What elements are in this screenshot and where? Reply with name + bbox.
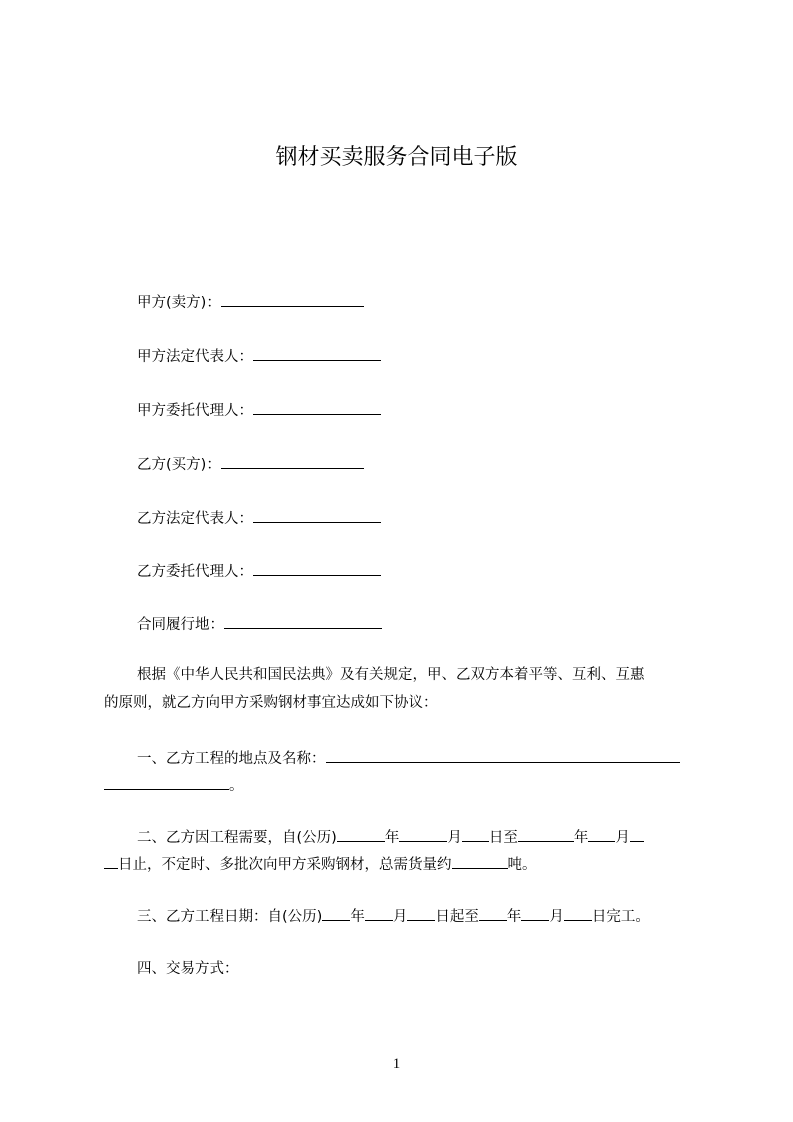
blank bbox=[452, 854, 508, 869]
field-buyer-agent bbox=[137, 561, 381, 581]
clause-1-cont bbox=[104, 775, 244, 795]
field-label: 乙方法定代表人： bbox=[137, 511, 253, 527]
blank bbox=[104, 775, 229, 790]
clause-text: 年 bbox=[384, 830, 400, 846]
clause-2-cont bbox=[104, 854, 537, 874]
field-label: 乙方(买方)： bbox=[137, 457, 221, 473]
blank bbox=[521, 906, 549, 921]
blank bbox=[564, 906, 592, 921]
field-seller-agent bbox=[137, 400, 381, 420]
blank bbox=[462, 827, 489, 842]
blank bbox=[224, 614, 382, 629]
clause-text: 一、乙方工程的地点及名称： bbox=[137, 751, 326, 767]
blank bbox=[518, 827, 574, 842]
clause-text: 月 bbox=[392, 909, 408, 925]
clause-text: 日至 bbox=[488, 830, 518, 846]
blank bbox=[322, 906, 350, 921]
field-label: 甲方委托代理人： bbox=[137, 403, 253, 419]
blank bbox=[630, 827, 644, 842]
blank bbox=[326, 748, 680, 763]
clause-text: 日止，不定时、多批次向甲方采购钢材，总需货量约 bbox=[118, 857, 452, 873]
clause-text: 日起至 bbox=[435, 909, 479, 925]
clause-text: 吨。 bbox=[507, 857, 537, 873]
field-label: 甲方(卖方)： bbox=[137, 295, 221, 311]
field-place bbox=[137, 614, 382, 634]
blank bbox=[479, 906, 507, 921]
blank bbox=[253, 400, 381, 415]
clause-4: 四、交易方式： bbox=[137, 961, 239, 977]
clause-text: 二、乙方因工程需要，自(公历) bbox=[137, 830, 337, 846]
clause-text: 日完工。 bbox=[591, 909, 650, 925]
clause-text: 年 bbox=[573, 830, 589, 846]
blank bbox=[407, 906, 435, 921]
field-seller bbox=[137, 292, 364, 312]
clause-3 bbox=[137, 906, 650, 926]
blank bbox=[365, 906, 393, 921]
blank bbox=[337, 827, 385, 842]
clause-text: 年 bbox=[506, 909, 522, 925]
field-label: 合同履行地： bbox=[137, 617, 224, 633]
clause-text: 三、乙方工程日期：自(公历) bbox=[137, 909, 323, 925]
blank bbox=[221, 454, 364, 469]
blank bbox=[253, 561, 381, 576]
clause-text: 月 bbox=[447, 830, 462, 846]
field-label: 甲方法定代表人： bbox=[137, 349, 253, 365]
page-number: 1 bbox=[392, 1056, 401, 1072]
field-seller-rep bbox=[137, 346, 381, 366]
clause-text: 月 bbox=[549, 909, 564, 925]
clause-1 bbox=[137, 748, 680, 768]
blank bbox=[253, 346, 381, 361]
blank bbox=[221, 292, 364, 307]
blank bbox=[588, 827, 615, 842]
field-buyer bbox=[137, 454, 364, 474]
intro-line-2: 的原则，就乙方向甲方采购钢材事宜达成如下协议： bbox=[104, 695, 438, 711]
clause-text: 月 bbox=[615, 830, 630, 846]
clause-2 bbox=[137, 827, 644, 847]
blank bbox=[253, 508, 381, 523]
clause-text: 。 bbox=[229, 778, 244, 794]
blank bbox=[399, 827, 447, 842]
intro-line-1: 根据《中华人民共和国民法典》及有关规定，甲、乙双方本着平等、互利、互惠 bbox=[137, 667, 645, 683]
field-buyer-rep bbox=[137, 508, 381, 528]
document-title: 钢材买卖服务合同电子版 bbox=[275, 145, 518, 170]
blank bbox=[104, 854, 118, 869]
clause-text: 年 bbox=[350, 909, 365, 925]
field-label: 乙方委托代理人： bbox=[137, 564, 253, 580]
